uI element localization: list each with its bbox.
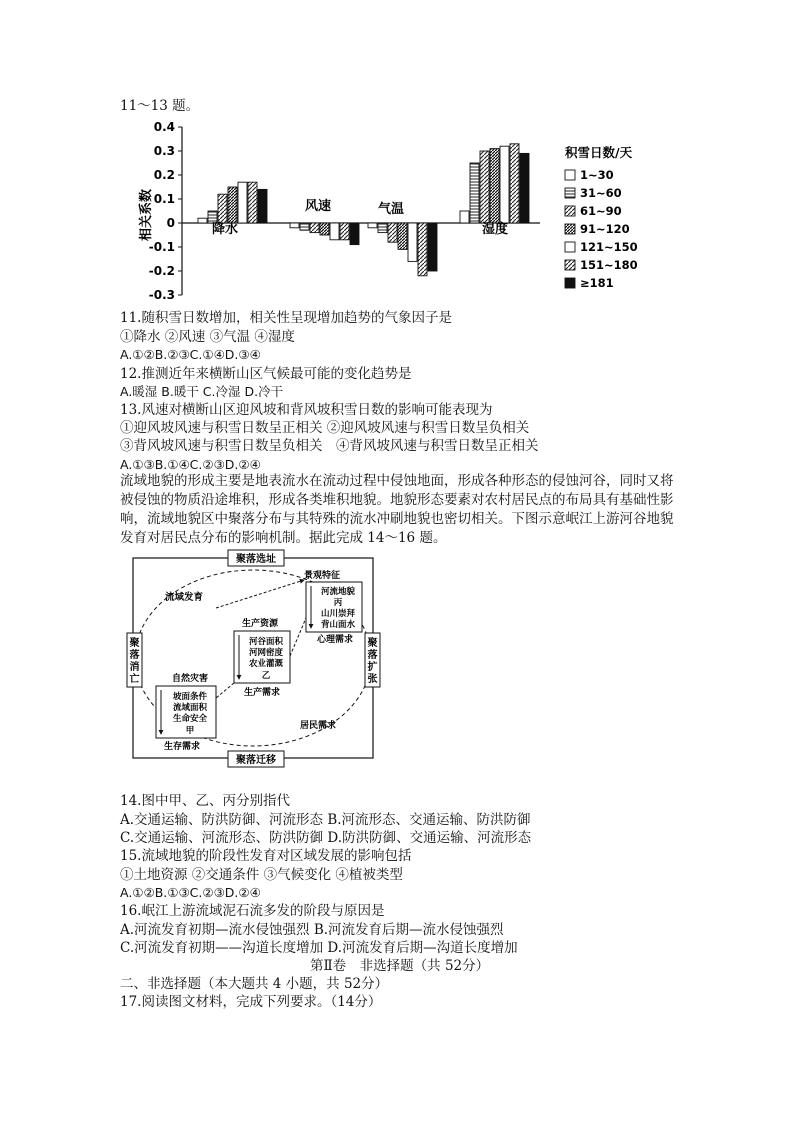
y-tick-label: 0 xyxy=(166,216,175,230)
q16-options-ab: A.河流发育初期—流水侵蚀强烈 B.河流发育后期—流水侵蚀强烈 xyxy=(120,922,504,938)
bar xyxy=(300,223,309,230)
q15-answers: A.①②B.①③C.②③D.②④ xyxy=(120,885,261,900)
q16-stem: 16.岷江上游流域泥石流多发的阶段与原因是 xyxy=(120,903,385,919)
legend-swatch xyxy=(565,260,575,270)
bar xyxy=(388,223,397,242)
bar xyxy=(398,223,407,249)
legend-swatch xyxy=(565,242,575,252)
label-xinli: 心理需求 xyxy=(316,635,354,645)
bar xyxy=(198,218,207,223)
bing-1: 河流地貌 xyxy=(320,587,356,597)
bing-3: 山川崇拜 xyxy=(320,609,356,619)
svg-text:落: 落 xyxy=(129,650,140,661)
jia-3: 生命安全 xyxy=(172,714,208,724)
legend-label: 31~60 xyxy=(580,186,622,200)
q11-answers: A.①②B.②③C.①④D.③④ xyxy=(120,347,261,362)
legend-swatch xyxy=(565,170,575,180)
bar-chart xyxy=(120,115,680,315)
label-shengchanxuqiu: 生产需求 xyxy=(243,688,281,698)
label-shengcun: 生存需求 xyxy=(163,742,201,752)
q15-options: ①土地资源 ②交通条件 ③气候变化 ④植被类型 xyxy=(120,867,403,883)
legend-label: 121~150 xyxy=(580,240,638,254)
q13-option-2: ③背风坡风速与积雪日数呈负相关 ④背风坡风速与积雪日数呈正相关 xyxy=(120,438,539,454)
part2-title: 二、非选择题（本大题共 4 小题，共 52分） xyxy=(120,976,389,992)
bar xyxy=(310,223,319,233)
passage-text: 流域地貌的形成主要是地表流水在流动过程中侵蚀地面，形成各种形态的侵蚀河谷，同时又将被侵蚀的物质沿途堆积，形成各类堆积地貌。地貌形态要素对农村居民点的布局具有基础性影响，流域地貌区中聚落分布与其特殊的流水冲刷地貌也密切相关。下图示意岷江上游河谷地貌发育对居民点分布的影响机制。据此完成 14～16 题。 xyxy=(120,473,674,546)
intro-text: 11～13 题。 xyxy=(120,98,200,114)
svg-text:聚: 聚 xyxy=(367,638,378,649)
q13-answers: A.①③B.①④C.②③D.②④ xyxy=(120,457,261,472)
svg-text:张: 张 xyxy=(367,674,378,685)
q13-option-1: ①迎风坡风速与积雪日数呈正相关 ②迎风坡风速与积雪日数呈负相关 xyxy=(120,420,530,436)
svg-text:亡: 亡 xyxy=(129,674,140,685)
bar xyxy=(418,223,427,276)
yi-3: 农业灌溉 xyxy=(248,659,284,669)
legend-label: 61~90 xyxy=(580,204,622,218)
bing-2: 丙 xyxy=(333,598,343,608)
bar xyxy=(408,223,417,261)
label-liuyu: 流域发育 xyxy=(165,592,204,603)
bar xyxy=(238,182,247,223)
jia-4: 甲 xyxy=(185,726,195,736)
bar xyxy=(248,182,257,223)
yi-1: 河谷面积 xyxy=(248,637,284,647)
legend-label: 91~120 xyxy=(580,222,630,236)
bar xyxy=(460,211,469,223)
legend-swatch xyxy=(565,188,575,198)
label-ziran: 自然灾害 xyxy=(171,674,209,684)
y-tick-label: -0.2 xyxy=(148,264,175,278)
q14-options-ab: A.交通运输、防洪防御、河流形态 B.河流形态、交通运输、防洪防御 xyxy=(120,812,531,828)
label-shengchanziyuan: 生产资源 xyxy=(241,619,279,629)
y-tick-label: -0.1 xyxy=(148,240,175,254)
legend-label: 1~30 xyxy=(580,168,614,182)
svg-text:聚: 聚 xyxy=(129,638,140,649)
bar xyxy=(228,187,237,223)
jia-1: 坡面条件 xyxy=(172,692,208,702)
legend-label: ≥181 xyxy=(580,276,614,290)
legend-title: 积雪日数/天 xyxy=(565,145,633,160)
category-label: 风速 xyxy=(305,199,332,214)
q14-options-cd: C.交通运输、河流形态、防洪防御 D.防洪防御、交通运输、河流形态 xyxy=(120,830,532,846)
label-right xyxy=(368,636,378,685)
bar xyxy=(320,223,329,235)
y-axis-label: 相关系数 xyxy=(139,188,154,242)
svg-text:扩: 扩 xyxy=(367,662,378,673)
bar xyxy=(500,146,509,223)
q11-options: ①降水 ②风速 ③气温 ④湿度 xyxy=(120,329,295,345)
label-left xyxy=(130,636,140,685)
bar xyxy=(490,149,499,223)
mechanism-diagram xyxy=(120,548,390,774)
bar xyxy=(520,153,529,223)
bar xyxy=(368,223,377,228)
yi-4: 乙 xyxy=(261,671,271,681)
q14-stem: 14.图中甲、乙、丙分别指代 xyxy=(120,793,290,809)
category-label: 气温 xyxy=(378,202,405,217)
q15-stem: 15.流域地貌的阶段性发育对区域发展的影响包括 xyxy=(120,848,412,864)
svg-text:落: 落 xyxy=(367,650,378,661)
bar xyxy=(350,223,359,245)
bar xyxy=(378,223,387,233)
category-label: 降水 xyxy=(212,222,239,237)
q11-stem: 11.随积雪日数增加，相关性呈现增加趋势的气象因子是 xyxy=(120,310,452,326)
label-bottom: 聚落迁移 xyxy=(236,755,276,766)
bar xyxy=(340,223,349,240)
legend-swatch xyxy=(565,224,575,234)
jia-2: 流域面积 xyxy=(172,703,208,713)
y-tick-label: 0.4 xyxy=(153,120,175,134)
yi-2: 河网密度 xyxy=(248,648,284,658)
y-tick-label: -0.3 xyxy=(148,288,175,302)
bar xyxy=(480,151,489,223)
legend-swatch xyxy=(565,206,575,216)
bar xyxy=(258,189,267,223)
section-title: 第Ⅱ卷 非选择题（共 52分） xyxy=(310,958,490,974)
bing-4: 背山面水 xyxy=(320,620,356,630)
q17-stem: 17.阅读图文材料，完成下列要求。（14分） xyxy=(120,994,382,1010)
y-tick-label: 0.2 xyxy=(153,168,175,182)
q12-answers: A.暖湿 B.暖干 C.冷湿 D.冷干 xyxy=(120,384,284,399)
category-label: 湿度 xyxy=(482,222,509,237)
bar xyxy=(470,163,479,223)
legend-label: 151~180 xyxy=(580,258,638,272)
bar xyxy=(428,223,437,271)
y-tick-label: 0.1 xyxy=(153,192,175,206)
q16-options-cd: C.河流发育初期——沟道长度增加 D.河流发育后期—沟道长度增加 xyxy=(120,940,518,956)
y-tick-label: 0.3 xyxy=(153,144,175,158)
legend-swatch xyxy=(565,278,575,288)
label-jingguan: 景观特征 xyxy=(303,571,341,581)
q12-stem: 12.推测近年来横断山区气候最可能的变化趋势是 xyxy=(120,366,412,382)
label-jumin: 居民需求 xyxy=(299,721,337,731)
bar xyxy=(218,194,227,223)
label-top: 聚落选址 xyxy=(236,554,276,565)
bar xyxy=(330,223,339,240)
bar xyxy=(510,144,519,223)
bar xyxy=(290,223,299,228)
svg-text:消: 消 xyxy=(129,662,140,673)
q13-stem: 13.风速对横断山区迎风坡和背风坡积雪日数的影响可能表现为 xyxy=(120,402,493,418)
